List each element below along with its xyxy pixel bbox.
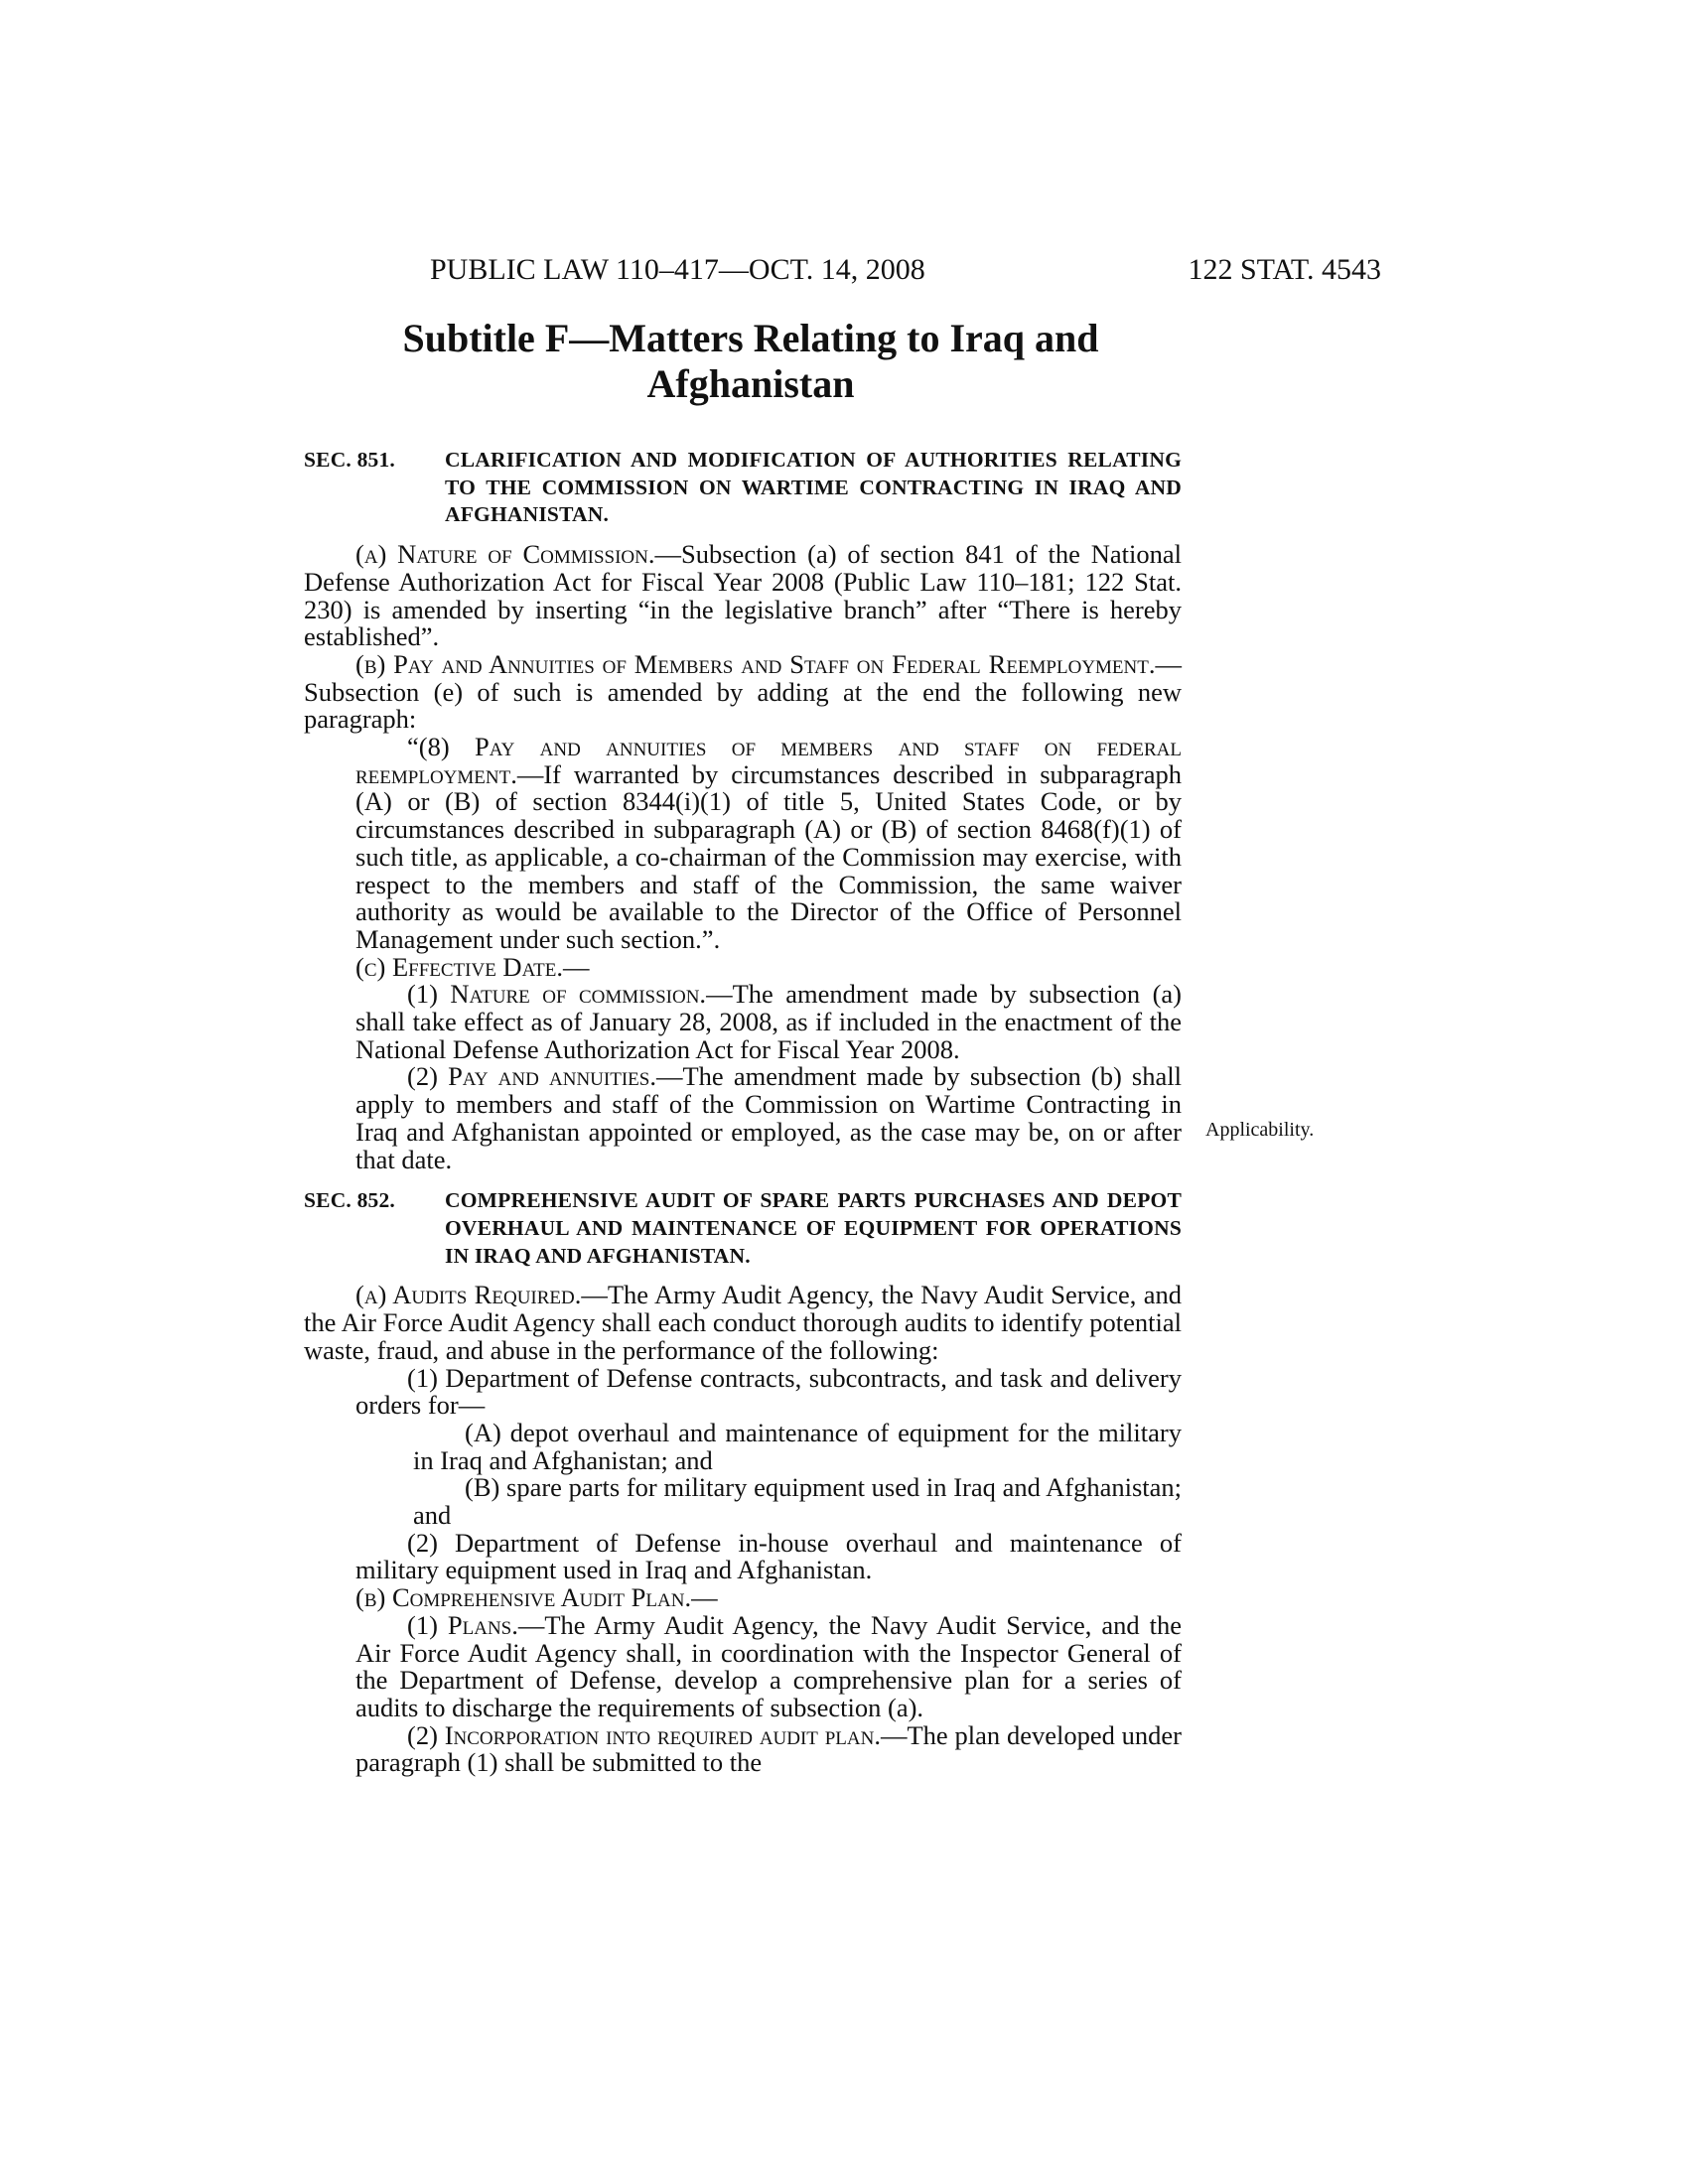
paragraph-text: —The amendment made by subsection (a) shall take effect as of January 28, 2008, as if included in the enactment of the National Defense Authorization Act for Fiscal Year 2008. [355,979,1182,1064]
sec852-paragraph-b2 [304,1719,1182,1778]
subsection-text: — [691,1582,718,1613]
paragraph-heading: (1) Plans. [407,1609,518,1640]
subsection-heading: (b) Pay and Annuities of Members and Staff on Federal Reemployment. [355,648,1156,679]
paragraph-text: (2) Department of Defense in-house overhaul and maintenance of military equipment used in Iraq and Afghanistan. [355,1527,1182,1585]
paragraph-text: —The amendment made by subsection (b) shall apply to members and staff of the Commission on Wartime Contracting in Iraq and Afghanistan appointed or employed, as the case may be, on or after that date. [355,1061,1182,1174]
sec851-paragraph-c1 [304,981,1182,1063]
sec851-paragraph-c2 [304,1063,1182,1173]
paragraph-text: —The plan developed under paragraph (1) shall be submitted to the [355,1719,1182,1778]
subsection-heading: (a) Nature of Commission. [355,539,655,570]
header-law-citation: PUBLIC LAW 110–417—OCT. 14, 2008 [430,253,925,286]
paragraph-text: —The Army Audit Agency, the Navy Audit Service, and the Air Force Audit Agency shall, in coordination with the Inspector General of the Department of Defense, develop a comprehensive plan for a series of audits to discharge the requirements of subsection (a). [355,1609,1182,1722]
section-number: SEC. 851. [304,448,395,472]
sec852-paragraph-a1 [304,1362,1182,1421]
subtitle-heading [304,316,1197,407]
subparagraph-text: (B) spare parts for military equipment used in Iraq and Afghanistan; and [413,1472,1182,1531]
paragraph-heading: (2) Incorporation into required audit plan. [407,1719,881,1750]
running-header [430,252,1381,288]
sec852-subsection-a [304,1282,1182,1364]
sec852-subsection-b [304,1584,1182,1612]
subsection-heading: (a) Audits Required. [355,1280,582,1310]
sec852-subparagraph-aA [304,1417,1182,1475]
sec852-subparagraph-aB [304,1474,1182,1529]
subsection-heading: (c) Effective Date. [355,951,564,982]
subsection-text: —Subsection (e) of such is amended by adding at the end the following new paragraph: [304,648,1182,735]
subsection-text: —Subsection (a) of section 841 of the National Defense Authorization Act for Fiscal Year 2008 (Public Law 110–181; 122 Stat. 230) is amended by inserting “in the legislative branch” after “There is hereby established”. [304,539,1182,652]
paragraph-text: (1) Department of Defense contracts, subcontracts, and task and delivery orders for— [355,1362,1182,1421]
paragraph-text: —If warranted by circumstances described in subparagraph (A) or (B) of section 8344(i)(1) of title 5, United States Code, or by circumstances described in subparagraph (A) or (B) of section 8468(f)(1) of such title, as applicable, a co-chairman of the Commission may exercise, with respect to the members and staff of the Commission, the same waiver authority as would be available to the Director of the Office of Personnel Management under such section.”. [355,758,1182,954]
subsection-heading: (b) Comprehensive Audit Plan. [355,1582,692,1613]
paragraph-heading: “(8) Pay and annuities of members and staff on federal reemployment. [355,732,1182,789]
header-page-number: 122 STAT. 4543 [1188,253,1381,286]
sec851-subsection-a [304,541,1182,651]
marginal-note-applicability: Applicability. [1205,1119,1315,1141]
paragraph-heading: (1) Nature of commission. [407,979,707,1010]
sec851-subsection-c [304,951,1182,982]
sec851-quoted-paragraph-8 [304,734,1182,954]
paragraph-heading: (2) Pay and annuities. [407,1061,656,1092]
sec851-subsection-b [304,648,1182,735]
subtitle-line-1: Subtitle F—Matters Relating to Iraq and [402,316,1099,360]
subparagraph-text: (A) depot overhaul and maintenance of equipment for the military in Iraq and Afghanistan; and [413,1417,1182,1475]
subtitle-line-2: Afghanistan [646,361,855,406]
section-title: CLARIFICATION AND MODIFICATION OF AUTHORITIES RELATING TO THE COMMISSION ON WARTIME CONTRACTING IN IRAQ AND AFGHANISTAN. [445,448,1182,527]
document-body [304,447,1182,1777]
section-number: SEC. 852. [304,1188,395,1213]
subsection-text: —The Army Audit Agency, the Navy Audit Service, and the Air Force Audit Agency shall each conduct thorough audits to identify potential waste, fraud, and abuse in the performance of the following: [304,1280,1183,1365]
section-852-heading [304,1187,1182,1270]
section-851-heading [304,447,1182,529]
section-title: COMPREHENSIVE AUDIT OF SPARE PARTS PURCHASES AND DEPOT OVERHAUL AND MAINTENANCE OF EQUIPMENT FOR OPERATIONS IN IRAQ AND AFGHANISTAN. [445,1188,1182,1268]
subsection-text: — [563,951,590,982]
sec852-paragraph-a2 [304,1527,1182,1585]
sec852-paragraph-b1 [304,1609,1182,1722]
